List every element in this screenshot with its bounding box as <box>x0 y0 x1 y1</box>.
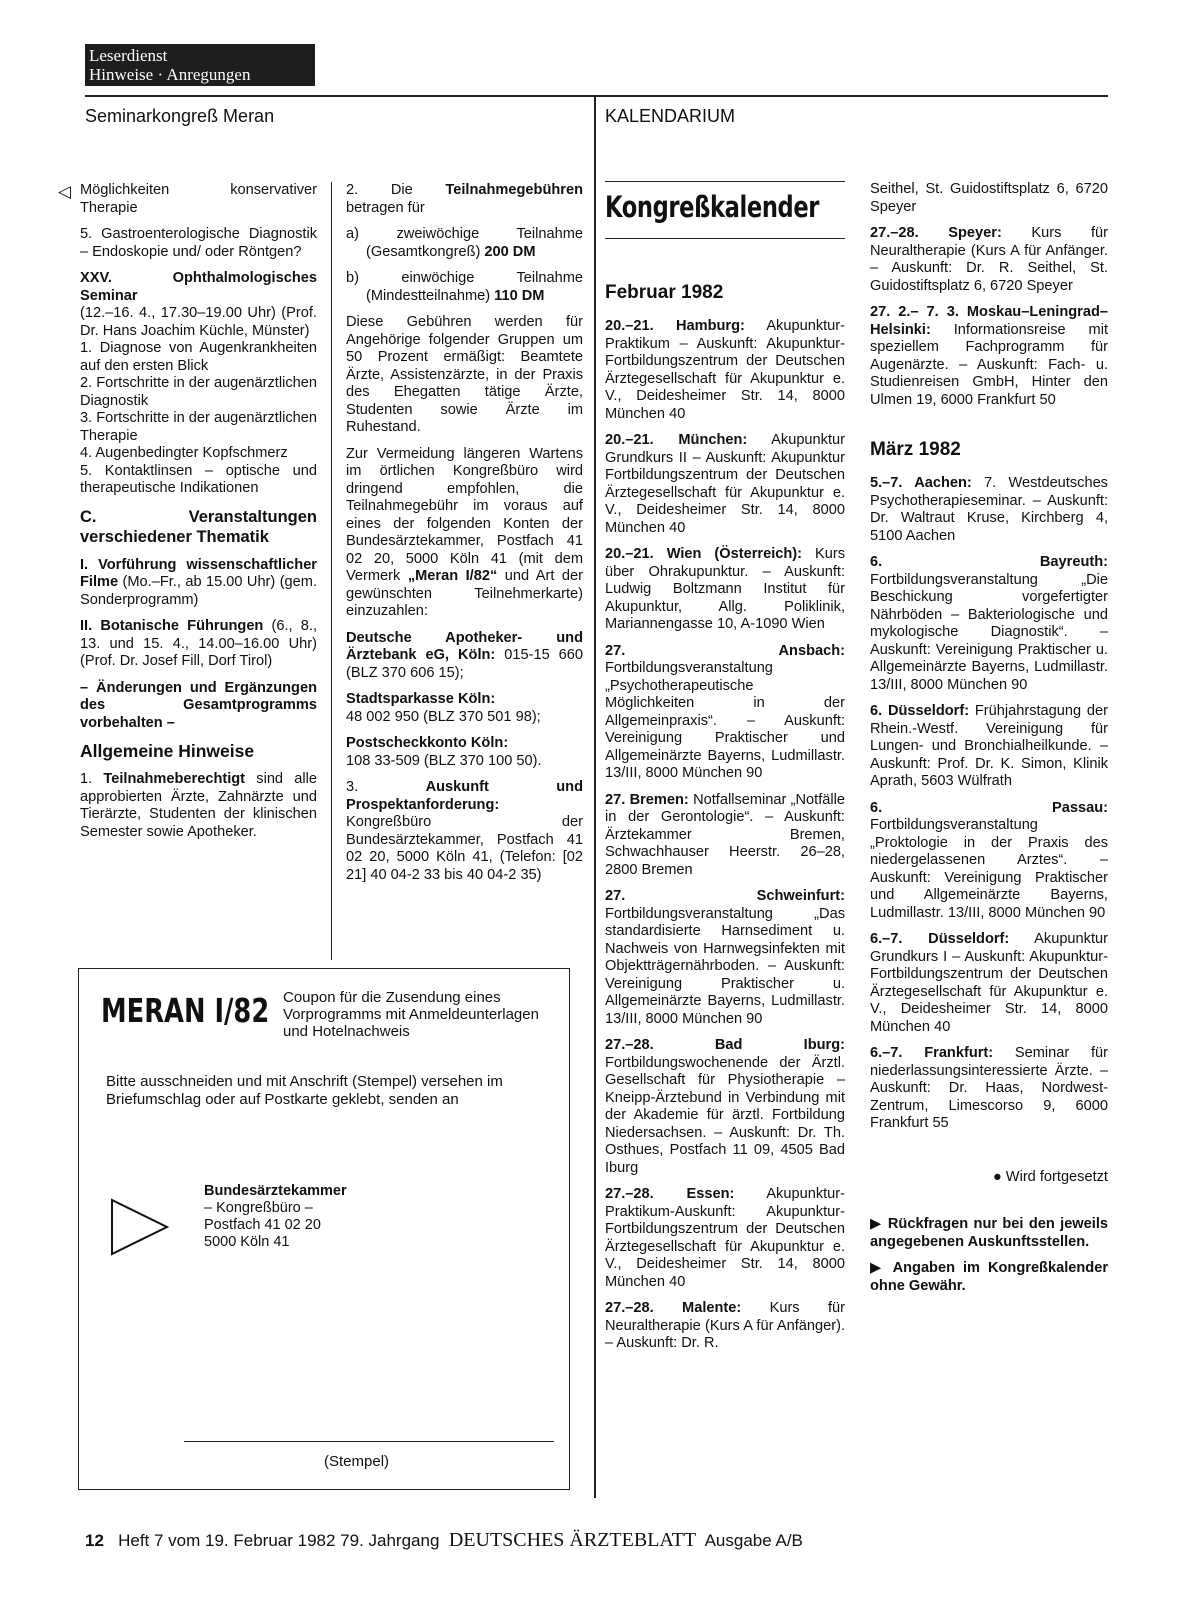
entry-date: 27.–28. <box>605 1186 687 1202</box>
right-section-title: KALENDARIUM <box>605 106 736 126</box>
col1-item5: 5. Gastroenterologische Diagnostik – Endoskopie und/ oder Röntgen? <box>80 226 317 260</box>
coupon-address <box>204 1183 347 1251</box>
entry-text: Fortbildungsveranstaltung „Das standardisierte Harnsediment u. Nachweis von Harnwegsinfekten mit Objektträgernährboden. – Auskunft: Vereinigung Praktischer u. Allgemeinärzte Bayerns, Ludmillastr. 13/III, 8000 München 90 <box>605 905 845 1027</box>
section-label-line2: Hinweise · Anregungen <box>89 65 251 84</box>
left-section-title: Seminarkongreß Meran <box>85 106 275 126</box>
entry-date: 27.–28. <box>605 1300 683 1316</box>
arrow-triangle-icon <box>109 1197 171 1257</box>
entry-date: 27.–28. <box>870 225 949 241</box>
entry-city: Ansbach: <box>778 642 845 659</box>
address-name: Bundesärztekammer <box>204 1183 347 1199</box>
journal-name: DEUTSCHES ÄRZTEBLATT <box>448 1529 697 1551</box>
entry-city: Aachen: <box>914 475 972 491</box>
coupon-title: MERAN I/82 <box>101 991 270 1030</box>
section-label-box <box>85 44 315 86</box>
seminar-item: 3. Fortschritte in der augenärztlichen Therapie <box>80 410 317 444</box>
entry-city: Schweinfurt: <box>756 888 845 904</box>
fee-reduction: Diese Gebühren werden für Angehörige folgender Gruppen um 50 Prozent ermäßigt: Beamtete Ärzte, Assistenzärzte, in der Praxis des Ehegatten tätige Ärzte, Studenten sowie Ärzte im Ruhestand. <box>346 314 583 435</box>
column-1 <box>58 182 317 850</box>
entry-text: 7. Westdeutsches Psychotherapieseminar. – Auskunft: Dr. Waltraut Kruse, Kirchberg 4, 5100 Aachen <box>870 475 1108 544</box>
calendar-title-rule-top <box>605 181 845 182</box>
general-notes-heading: Allgemeine Hinweise <box>80 741 255 761</box>
botanical-title: II. Botanische Führungen <box>80 618 264 634</box>
entry-city: Bremen: <box>629 791 689 808</box>
entry-city: Passau: <box>1052 799 1108 816</box>
coupon-instruction: Bitte ausschneiden und mit Anschrift (Stempel) versehen im Briefumschlag oder auf Postkarte geklebt, senden an <box>106 1073 503 1108</box>
calendar-title-rule-bottom <box>605 238 845 239</box>
seminar-title: XXV. Ophthalmologisches Seminar <box>80 270 317 304</box>
entry-date: 6.–7. <box>870 931 929 947</box>
entry-city: Bayreuth: <box>1039 554 1108 570</box>
p1-text: sind alle approbierten Ärzte, Zahnärzte und Tierärzte, Studenten der klinischen Semester sowie Apotheker. <box>80 771 317 840</box>
entry-city: München: <box>678 432 748 448</box>
calendar-entry <box>605 792 845 880</box>
bank1-name: Deutsche Apotheker- und Ärztebank eG, Köln: <box>346 629 583 663</box>
bank2-name: Stadtsparkasse Köln: <box>346 691 496 707</box>
entry-text: Akupunktur-Praktikum-Auskunft: Akupunktur-Fortbildungszentrum der Deutschen Ärztegesellschaft für Akupunktur e. V., Deidesheimer Str. 14, 8000 München 40 <box>605 1186 846 1290</box>
calendar-entry <box>605 1037 845 1177</box>
entry-date: 6.–7. <box>870 1045 925 1061</box>
entry-date: 27. <box>605 888 757 904</box>
stamp-label: (Stempel) <box>324 1453 390 1470</box>
entry-text: Informationsreise mit speziellem Fachprogramm für Augenärzte. – Auskunft: Fach- u. Studienreisen GmbH, Hinter den Ulmen 19, 6000 Frankfurt 50 <box>870 321 1108 408</box>
note-no-guarantee: ▶ Angaben im Kongreßkalender ohne Gewähr. <box>870 1260 1108 1294</box>
wait-bold: „Meran I/82“ <box>407 568 498 584</box>
page-number: 12 <box>85 1531 104 1550</box>
entry-text: Fortbildungsveranstaltung „Psychotherapeutische Möglichkeiten in der Allgemeinpraxis“. – Auskunft: Vereinigung Praktischer und Allgemeinärzte Bayerns, Ludmillastr. 13/III, 8000 München 90 <box>605 660 845 781</box>
seminar-item: 2. Fortschritte in der augenärztlichen Diagnostik <box>80 375 317 409</box>
entry-text: Notfallseminar „Notfälle in der Gerontologie“. – Auskunft: Ärztekammer Bremen, Schwachhauser Heerstr. 26–28, 2800 Bremen <box>605 791 845 878</box>
entry-date: 27.–28. <box>605 1037 715 1053</box>
p2-text: betragen für <box>346 199 425 216</box>
calendar-entry <box>605 432 845 537</box>
entry-city: Bad Iburg: <box>714 1037 845 1053</box>
entry-text: Akupunktur-Praktikum – Auskunft: Akupunktur-Fortbildungszentrum der Deutschen Ärztegesellschaft für Akupunktur e. V., Deidesheimer Str. 14, 8000 München 40 <box>605 318 846 422</box>
continuation-arrow-icon: ◁ <box>58 182 72 201</box>
p2-number: 2. Die <box>346 182 446 198</box>
entry-city: Hamburg: <box>675 318 745 334</box>
month-heading: Februar 1982 <box>605 282 724 303</box>
calendar-entry <box>605 546 845 634</box>
col1-top-text: Möglichkeiten konservativer Therapie <box>80 182 317 216</box>
column-4 <box>870 181 1108 1304</box>
entry-text: Frühjahrstagung der Rhein.-Westf. Vereinigung für Lungen- und Bronchialheilkunde. – Auskunft: Prof. Dr. K. Simon, Klinik Aprath, 5603 Wülfrath <box>870 703 1108 789</box>
fee-a-text: a) zweiwöchige Teilnahme (Gesamtkongreß) <box>346 226 583 260</box>
bank3-name: Postscheckkonto Köln: <box>346 735 509 751</box>
calendar-entry <box>870 703 1108 791</box>
entry-text: Akupunktur Grundkurs II – Auskunft: Akupunktur Fortbildungszentrum der Deutschen Ärztegesellschaft für Akupunktur e. V., Deidesheimer Str. 14, 8000 München 40 <box>605 432 845 536</box>
calendar-entry <box>605 318 845 423</box>
wait-text-a: Zur Vermeidung längeren Wartens im örtlichen Kongreßbüro wird dringend empfohlen, die Teilnahmegebühr im voraus auf eines der folgenden Konten der Bundesärztekammer, Postfach 41 02 20, 5000 Köln 41 (mit dem Vermerk <box>346 445 583 584</box>
seminar-item: 1. Diagnose von Augenkrankheiten auf den ersten Blick <box>80 340 317 374</box>
stamp-line <box>184 1441 554 1442</box>
month-heading: März 1982 <box>870 439 961 460</box>
calendar-entry <box>605 643 845 783</box>
calendar-entry <box>605 1186 845 1291</box>
calendar-title: Kongreßkalender <box>605 190 820 224</box>
entry-city: Düsseldorf: <box>887 703 970 719</box>
section-c-heading: C. Veranstaltungen verschiedener Thematik <box>80 507 317 546</box>
botanical-text: (6., 8., 13. und 15. 4., 14.00–16.00 Uhr) (Prof. Dr. Josef Fill, Dorf Tirol) <box>80 618 317 669</box>
bank2-account: 48 002 950 (BLZ 370 501 98); <box>346 708 541 725</box>
calendar-entry <box>870 225 1108 295</box>
issue-info: Heft 7 vom 19. Februar 1982 79. Jahrgang <box>118 1531 440 1550</box>
continuation-text: Seithel, St. Guidostiftsplatz 6, 6720 Speyer <box>870 181 1108 215</box>
calendar-entry <box>605 1300 845 1353</box>
p3-text: Kongreßbüro der Bundesärztekammer, Postfach 41 02 20, 5000 Köln 41, (Telefon: [02 21] 40 04-2 33 bis 40 04-2 35) <box>346 814 583 883</box>
entry-text: Kurs für Neuraltherapie (Kurs A für Anfänger). – Auskunft: Dr. R. <box>605 1300 845 1351</box>
seminar-item: 5. Kontaktlinsen – optische und therapeutische Indikationen <box>80 462 317 496</box>
continued-note: ● Wird fortgesetzt <box>992 1168 1108 1185</box>
calendar-entry <box>870 554 1108 694</box>
calendar-entry <box>870 475 1108 545</box>
films-title: I. Vorführung wissenschaftlicher Filme <box>80 556 317 590</box>
entry-date: 20.–21. <box>605 432 679 448</box>
entry-date: 27. <box>605 642 779 659</box>
films-text: (Mo.–Fr., ab 15.00 Uhr) (gem. Sonderprogramm) <box>80 574 317 608</box>
entry-text: Akupunktur Grundkurs I – Auskunft: Akupunktur-Fortbildungszentrum der Deutschen Ärztegesellschaft für Akupunktur e. V., Deidesheimer Str. 14, 8000 München 40 <box>870 931 1108 1035</box>
coupon-description: Coupon für die Zusendung eines Vorprogramms mit Anmeldeunterlagen und Hotelnachweis <box>283 989 539 1040</box>
top-rule <box>85 95 1108 97</box>
wait-text-b: und Art der gewünschten Teilnehmerkarte) einzuzahlen: <box>346 568 584 619</box>
entry-city: Moskau–Leningrad–Helsinki: <box>870 304 1108 338</box>
entry-date: 20.–21. <box>605 318 676 334</box>
column-3 <box>605 282 845 1362</box>
calendar-entry <box>870 800 1108 923</box>
fee-b-text: b) einwöchige Teilnahme (Mindestteilnahme) <box>346 270 583 304</box>
entry-text: Fortbildungsveranstaltung „Proktologie in der Praxis des niedergelassenen Arztes“. – Auskunft: Vereinigung Praktischer und Allgemeinärzte Bayerns, Ludmillastr. 13/III, 8000 München 90 <box>870 817 1108 921</box>
page-footer <box>85 1529 803 1552</box>
calendar-entry <box>870 304 1108 409</box>
entry-city: Frankfurt: <box>924 1045 994 1061</box>
address-line: 5000 Köln 41 <box>204 1234 290 1250</box>
entry-city: Essen: <box>686 1186 735 1202</box>
entry-text: Fortbildungswochenende der Ärztl. Gesellschaft für Physiotherapie – Kneipp-Ärztebund in Verbindung mit der Akademie für ärztl. Fortbildung Niedersachsen. – Auskunft: Dr. Th. Osthues, Postfach 11 09, 4505 Bad Iburg <box>605 1054 845 1176</box>
fee-b-price: 110 DM <box>494 287 545 304</box>
entry-date: 6. <box>870 799 1053 816</box>
bank3-account: 108 33-509 (BLZ 370 100 50). <box>346 752 542 769</box>
center-divider <box>594 96 596 1498</box>
entry-city: Speyer: <box>948 225 1002 241</box>
address-line: Postfach 41 02 20 <box>204 1217 321 1233</box>
entry-date: 5.–7. <box>870 475 915 491</box>
changes-note: – Änderungen und Ergänzungen des Gesamtprogramms vorbehalten – <box>80 679 317 731</box>
section-label-line1: Leserdienst <box>89 46 168 65</box>
column-2 <box>346 182 583 893</box>
entry-text: Fortbildungsveranstaltung „Die Beschickung vorgefertigter Nährböden – Bakteriologische und mykologische Diagnostik“. – Auskunft: Vereinigung Praktischer u. Allgemeinärzte Bayerns, Ludmillastr. 13/III, 8000 München 90 <box>870 571 1108 693</box>
p3-bold: Auskunft und Prospektanforderung: <box>346 779 583 813</box>
calendar-entry <box>870 1045 1108 1133</box>
bank1-account: 015-15 660 (BLZ 370 606 15); <box>346 647 583 681</box>
entry-city: Malente: <box>682 1300 742 1316</box>
entry-text: Kurs über Ohrakupunktur. – Auskunft: Ludwig Boltzmann Institut für Akupunktur, Allg. Poliklinik, Mariannengasse 10, A-1090 Wien <box>605 546 845 632</box>
p1-bold: Teilnahmeberechtigt <box>103 771 246 787</box>
p2-bold: Teilnahmegebühren <box>445 182 583 198</box>
entry-date: 27. 2.– 7. 3. <box>870 304 967 320</box>
entry-date: 6. <box>870 554 1040 570</box>
edition: Ausgabe A/B <box>704 1531 803 1550</box>
calendar-entry <box>605 888 845 1028</box>
note-inquiries: ▶ Rückfragen nur bei den jeweils angegebenen Auskunftsstellen. <box>870 1216 1108 1250</box>
p3-number: 3. <box>346 779 426 795</box>
seminar-info: (12.–16. 4., 17.30–19.00 Uhr) (Prof. Dr. Hans Joachim Küchle, Münster) <box>80 305 317 339</box>
column-divider <box>331 182 332 960</box>
entry-text: Kurs für Neuraltherapie (Kurs A für Anfänger. – Auskunft: Dr. R. Seithel, St. Guidostiftsplatz 6, 6720 Speyer <box>870 225 1108 294</box>
seminar-item: 4. Augenbedingter Kopfschmerz <box>80 445 288 461</box>
entry-city: Düsseldorf: <box>928 931 1010 947</box>
entry-city: Wien (Österreich): <box>666 546 802 562</box>
fee-a-price: 200 DM <box>484 243 536 260</box>
calendar-entry <box>870 931 1108 1036</box>
address-line: – Kongreßbüro – <box>204 1200 313 1216</box>
entry-text: Seminar für niederlassungsinteressierte Ärzte. – Auskunft: Dr. Haas, Nordwest-Zentrum, Limescorso 9, 6000 Frankfurt 55 <box>870 1045 1109 1131</box>
entry-date: 20.–21. <box>605 546 667 562</box>
coupon-box <box>78 968 570 1490</box>
p1-number: 1. <box>80 771 104 787</box>
entry-date: 6. <box>870 703 888 719</box>
entry-date: 27. <box>605 791 630 808</box>
